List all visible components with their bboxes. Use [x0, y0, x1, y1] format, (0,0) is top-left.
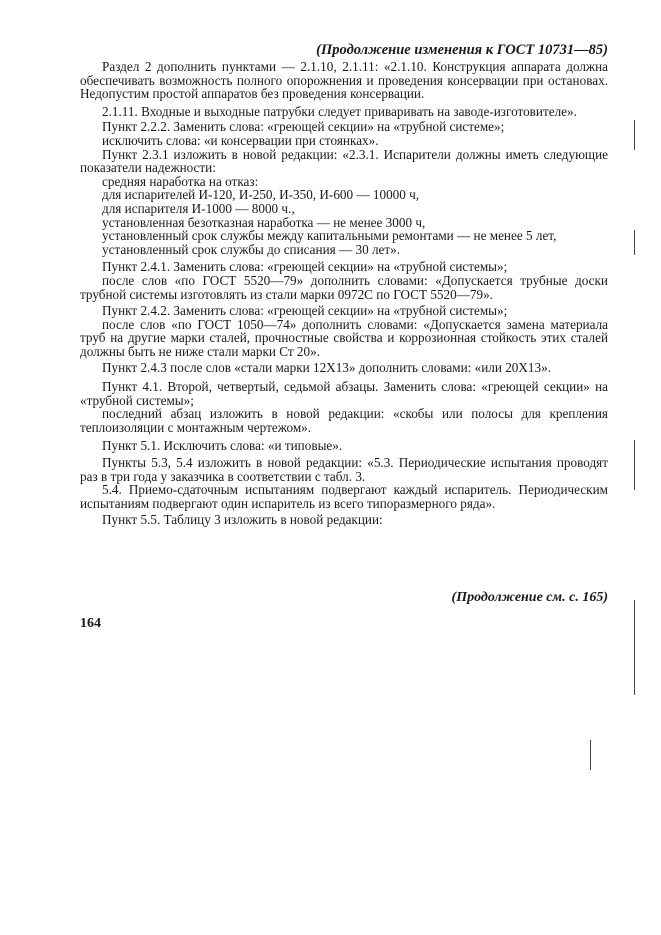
paragraph: Пункт 4.1. Второй, четвертый, седьмой абзацы. Заменить слова: «греющей секции» на «трубной системы»; [80, 379, 608, 408]
paragraph: 2.1.11. Входные и выходные патрубки следует приваривать на заводе-изготовителе». [102, 103, 577, 119]
scan-edge-line [634, 440, 635, 490]
paragraph: исключить слова: «и консервации при стоянках». [102, 132, 379, 148]
paragraph: Пункт 2.4.3 после слов «стали марки 12Х13» дополнить словами: «или 20Х13». [102, 360, 552, 376]
paragraph: Пункт 5.1. Исключить слова: «и типовые». [102, 438, 343, 454]
paragraph: для испарителя И-1000 — 8000 ч., [102, 200, 295, 216]
paragraph: для испарителей И-120, И-250, И-350, И-600 — 10000 ч, [102, 187, 420, 203]
continuation-note: (Продолжение см. с. 165) [451, 590, 608, 605]
paragraph: Пункт 2.3.1 изложить в новой редакции: «2.3.1. Испарители должны иметь следующие показатели надежности: [80, 146, 608, 176]
body-text [80, 60, 608, 527]
running-header: (Продолжение изменения к ГОСТ 10731—85) [316, 42, 608, 58]
paragraph: Пункт 2.4.1. Заменить слова: «греющей секции» на «трубной системы»; [102, 259, 508, 275]
paragraph: Пункт 5.5. Таблицу 3 изложить в новой редакции: [102, 512, 383, 528]
paragraph: 5.4. Приемо-сдаточным испытаниям подвергают каждый испаритель. Периодическим испытаниям подвергают один испаритель из всего типоразмерного ряда». [80, 482, 608, 511]
page-number: 164 [80, 616, 101, 631]
scan-edge-line [634, 230, 635, 255]
scan-edge-line [634, 120, 635, 150]
paragraph: Пункты 5.3, 5.4 изложить в новой редакции: «5.3. Периодические испытания проводят раз в три года у заказчика в соответствии с табл. 3. [80, 455, 608, 484]
paragraph: Раздел 2 дополнить пунктами — 2.1.10, 2.1.11: «2.1.10. Конструкция аппарата должна обеспечивать возможность полного опорожнения и проведения консервации при остановах. Недопустим простой аппаратов без проведения консервации. [80, 59, 608, 102]
paragraph: установленная безотказная наработка — не менее 3000 ч, [102, 214, 426, 230]
paragraph: установленный срок службы до списания — 30 лет». [102, 241, 401, 257]
paragraph: средняя наработка на отказ: [102, 173, 259, 189]
scan-edge-line [590, 740, 591, 770]
paragraph: установленный срок службы между капитальными ремонтами — не менее 5 лет, [102, 228, 557, 244]
paragraph: последний абзац изложить в новой редакции: «скобы или полосы для крепления теплоизоляции с монтажным чертежом». [80, 406, 608, 435]
scan-edge-line [634, 600, 635, 695]
paragraph: Пункт 2.2.2. Заменить слова: «греющей секции» на «трубной системе»; [102, 119, 505, 135]
paragraph: Пункт 2.4.2. Заменить слова: «греющей секции» на «трубной системы»; [102, 303, 508, 319]
paragraph: после слов «по ГОСТ 5520—79» дополнить словами: «Допускается трубные доски трубной системы изготовлять из стали марки 0972С по ГОСТ 5520—79». [80, 272, 608, 302]
paragraph: после слов «по ГОСТ 1050—74» дополнить словами: «Допускается замена материала труб на другие марки сталей, прочностные свойства и коррозионная стойкость этих сталей должны быть не ниже стали марки Ст 20». [80, 316, 608, 359]
